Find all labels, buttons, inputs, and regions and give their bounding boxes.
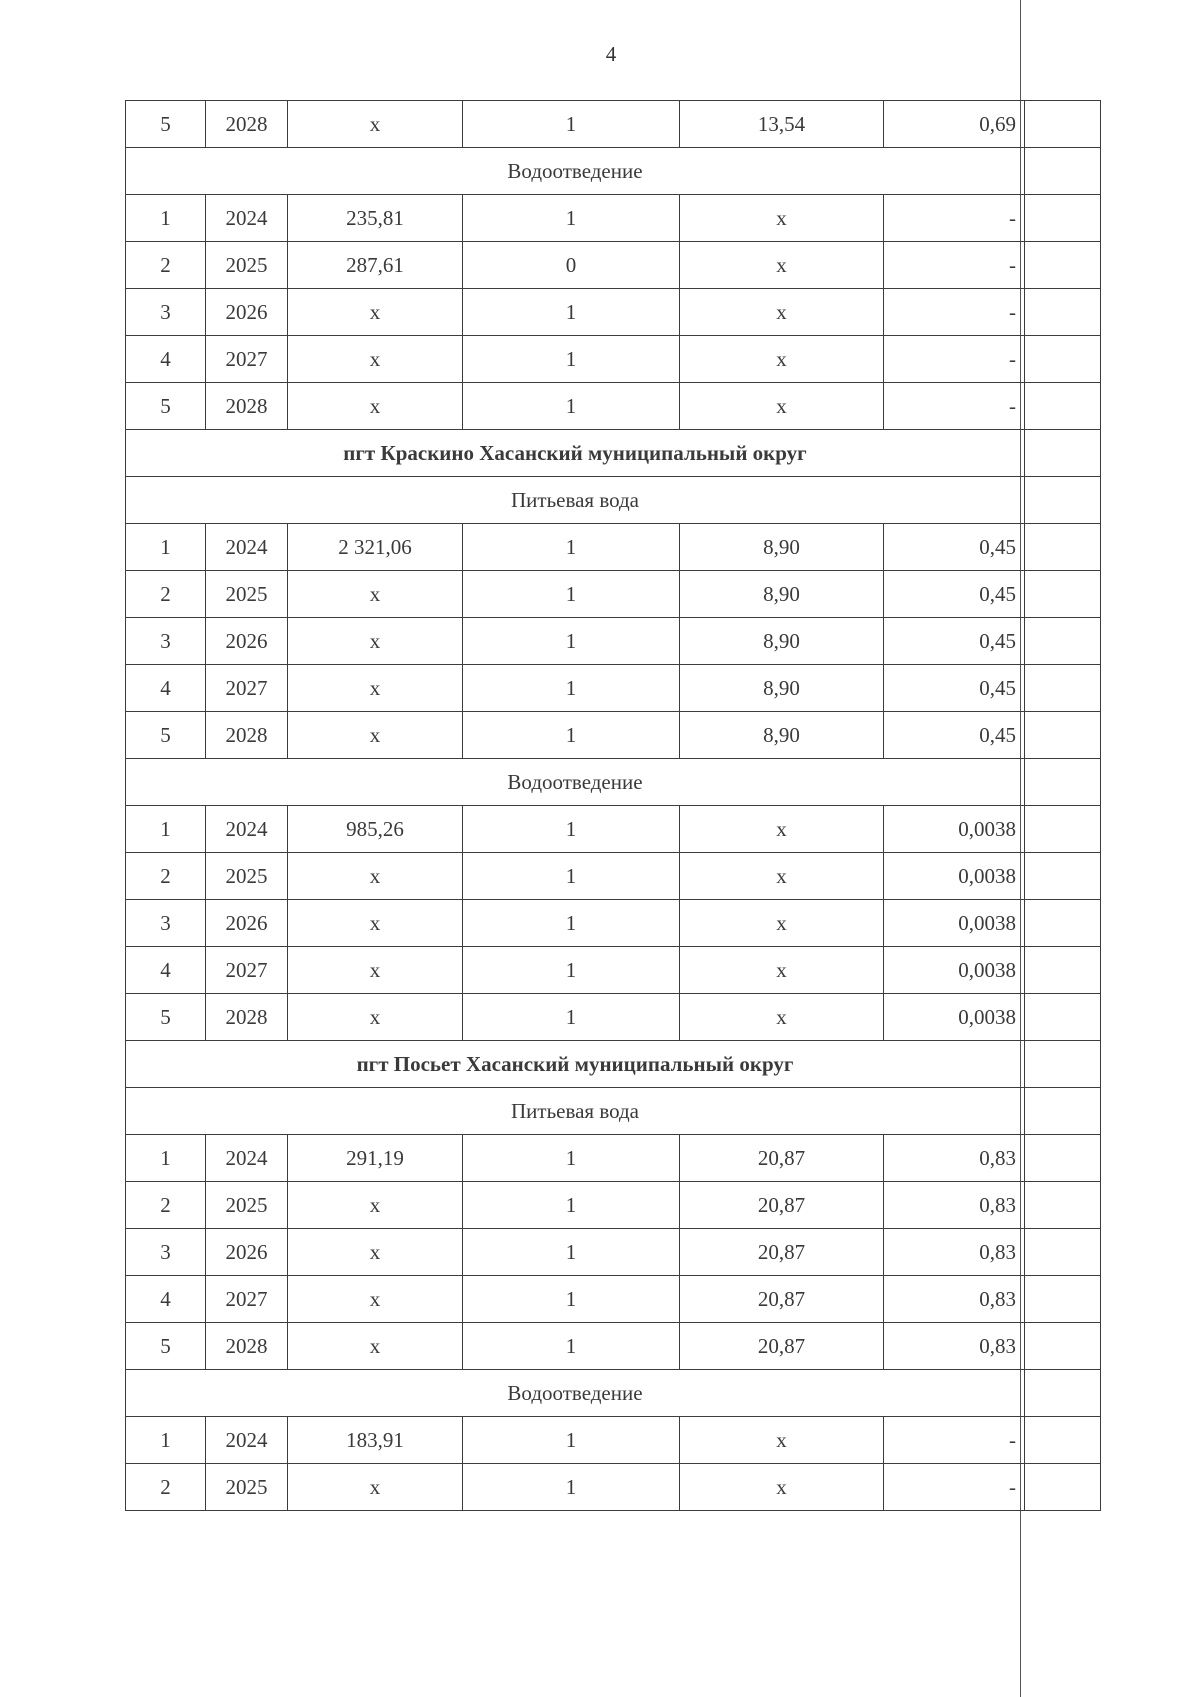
coefficient-cell: 0,0038 (884, 853, 1025, 900)
table-row (126, 618, 1101, 665)
value-cell: 235,81 (288, 195, 463, 242)
empty-cell (1025, 101, 1101, 148)
row-index-cell: 1 (126, 1417, 206, 1464)
coefficient-cell: 0,45 (884, 571, 1025, 618)
table-row (126, 1417, 1101, 1464)
flag-cell: 1 (463, 1135, 680, 1182)
coefficient-cell: - (884, 1417, 1025, 1464)
year-cell: 2028 (206, 101, 288, 148)
empty-cell (1025, 1417, 1101, 1464)
value-cell: 2 321,06 (288, 524, 463, 571)
flag-cell: 1 (463, 712, 680, 759)
rate-cell: 8,90 (680, 618, 884, 665)
value-cell: x (288, 712, 463, 759)
coefficient-cell: - (884, 242, 1025, 289)
location-header-row (126, 430, 1101, 477)
coefficient-cell: 0,0038 (884, 900, 1025, 947)
empty-cell (1025, 1276, 1101, 1323)
flag-cell: 1 (463, 1276, 680, 1323)
value-cell: 287,61 (288, 242, 463, 289)
table-row (126, 1276, 1101, 1323)
year-cell: 2025 (206, 1464, 288, 1511)
year-cell: 2028 (206, 383, 288, 430)
value-cell: x (288, 1229, 463, 1276)
flag-cell: 1 (463, 994, 680, 1041)
flag-cell: 1 (463, 101, 680, 148)
empty-cell (1025, 336, 1101, 383)
section-header-row (126, 1370, 1101, 1417)
flag-cell: 1 (463, 1182, 680, 1229)
year-cell: 2027 (206, 336, 288, 383)
value-cell: x (288, 994, 463, 1041)
row-index-cell: 4 (126, 665, 206, 712)
table-row (126, 383, 1101, 430)
table-row (126, 1464, 1101, 1511)
flag-cell: 1 (463, 1323, 680, 1370)
coefficient-cell: 0,83 (884, 1323, 1025, 1370)
empty-cell (1025, 1182, 1101, 1229)
rate-cell: 20,87 (680, 1276, 884, 1323)
rate-cell: x (680, 947, 884, 994)
row-index-cell: 1 (126, 1135, 206, 1182)
table-row (126, 712, 1101, 759)
empty-cell (1025, 1464, 1101, 1511)
year-cell: 2024 (206, 806, 288, 853)
section-header-row (126, 148, 1101, 195)
value-cell: x (288, 383, 463, 430)
flag-cell: 1 (463, 806, 680, 853)
empty-cell (1025, 477, 1101, 524)
table-row (126, 242, 1101, 289)
value-cell: 985,26 (288, 806, 463, 853)
row-index-cell: 4 (126, 1276, 206, 1323)
section-header: Водоотведение (126, 1370, 1025, 1417)
flag-cell: 1 (463, 383, 680, 430)
rate-cell: 20,87 (680, 1182, 884, 1229)
rate-cell: x (680, 195, 884, 242)
empty-cell (1025, 759, 1101, 806)
value-cell: x (288, 618, 463, 665)
empty-cell (1025, 947, 1101, 994)
table-row (126, 1323, 1101, 1370)
table-row (126, 1135, 1101, 1182)
value-cell: x (288, 1276, 463, 1323)
coefficient-cell: 0,83 (884, 1276, 1025, 1323)
rate-cell: 20,87 (680, 1323, 884, 1370)
coefficient-cell: - (884, 289, 1025, 336)
year-cell: 2024 (206, 1417, 288, 1464)
rate-cell: x (680, 383, 884, 430)
year-cell: 2024 (206, 195, 288, 242)
rate-cell: x (680, 994, 884, 1041)
coefficient-cell: 0,45 (884, 618, 1025, 665)
value-cell: x (288, 1323, 463, 1370)
table-row (126, 289, 1101, 336)
value-cell: x (288, 1182, 463, 1229)
table-row (126, 853, 1101, 900)
row-index-cell: 2 (126, 242, 206, 289)
empty-cell (1025, 1229, 1101, 1276)
flag-cell: 1 (463, 289, 680, 336)
rate-cell: x (680, 1417, 884, 1464)
table-row (126, 665, 1101, 712)
empty-cell (1025, 853, 1101, 900)
year-cell: 2028 (206, 1323, 288, 1370)
section-header: Водоотведение (126, 759, 1025, 806)
coefficient-cell: 0,45 (884, 524, 1025, 571)
year-cell: 2027 (206, 665, 288, 712)
flag-cell: 0 (463, 242, 680, 289)
rate-cell: 8,90 (680, 712, 884, 759)
empty-cell (1025, 806, 1101, 853)
flag-cell: 1 (463, 853, 680, 900)
rate-cell: x (680, 853, 884, 900)
table-row (126, 571, 1101, 618)
section-header: Питьевая вода (126, 1088, 1025, 1135)
value-cell: x (288, 336, 463, 383)
year-cell: 2026 (206, 618, 288, 665)
table-row (126, 806, 1101, 853)
page-number: 4 (605, 42, 617, 66)
table-row (126, 195, 1101, 242)
row-index-cell: 3 (126, 289, 206, 336)
rate-cell: x (680, 806, 884, 853)
year-cell: 2024 (206, 1135, 288, 1182)
rate-cell: x (680, 289, 884, 336)
flag-cell: 1 (463, 336, 680, 383)
row-index-cell: 5 (126, 383, 206, 430)
value-cell: x (288, 1464, 463, 1511)
coefficient-cell: 0,69 (884, 101, 1025, 148)
flag-cell: 1 (463, 665, 680, 712)
empty-cell (1025, 383, 1101, 430)
value-cell: x (288, 853, 463, 900)
value-cell: 291,19 (288, 1135, 463, 1182)
table-row (126, 994, 1101, 1041)
table-row (126, 524, 1101, 571)
empty-cell (1025, 1088, 1101, 1135)
empty-cell (1025, 1135, 1101, 1182)
year-cell: 2025 (206, 853, 288, 900)
value-cell: x (288, 101, 463, 148)
year-cell: 2026 (206, 900, 288, 947)
row-index-cell: 3 (126, 900, 206, 947)
coefficient-cell: - (884, 336, 1025, 383)
coefficient-cell: - (884, 1464, 1025, 1511)
location-header-row (126, 1041, 1101, 1088)
value-cell: x (288, 900, 463, 947)
row-index-cell: 2 (126, 1464, 206, 1511)
row-index-cell: 5 (126, 1323, 206, 1370)
coefficient-cell: 0,45 (884, 665, 1025, 712)
rate-cell: 8,90 (680, 524, 884, 571)
table-row (126, 947, 1101, 994)
year-cell: 2025 (206, 242, 288, 289)
rate-cell: 8,90 (680, 571, 884, 618)
section-header: Питьевая вода (126, 477, 1025, 524)
row-index-cell: 1 (126, 524, 206, 571)
flag-cell: 1 (463, 1417, 680, 1464)
coefficient-cell: 0,45 (884, 712, 1025, 759)
row-index-cell: 1 (126, 806, 206, 853)
year-cell: 2026 (206, 289, 288, 336)
value-cell: x (288, 665, 463, 712)
rate-cell: 13,54 (680, 101, 884, 148)
year-cell: 2026 (206, 1229, 288, 1276)
rate-cell: x (680, 336, 884, 383)
year-cell: 2027 (206, 1276, 288, 1323)
row-index-cell: 1 (126, 195, 206, 242)
coefficient-cell: 0,83 (884, 1182, 1025, 1229)
table-body (126, 101, 1101, 1511)
year-cell: 2024 (206, 524, 288, 571)
empty-cell (1025, 994, 1101, 1041)
empty-cell (1025, 195, 1101, 242)
empty-cell (1025, 430, 1101, 477)
coefficient-cell: 0,0038 (884, 947, 1025, 994)
empty-cell (1025, 289, 1101, 336)
empty-cell (1025, 1323, 1101, 1370)
year-cell: 2025 (206, 1182, 288, 1229)
flag-cell: 1 (463, 571, 680, 618)
empty-cell (1025, 712, 1101, 759)
location-header: пгт Краскино Хасанский муниципальный округ (126, 430, 1025, 477)
flag-cell: 1 (463, 947, 680, 994)
empty-cell (1025, 1041, 1101, 1088)
flag-cell: 1 (463, 618, 680, 665)
row-index-cell: 5 (126, 712, 206, 759)
empty-cell (1025, 571, 1101, 618)
section-header-row (126, 477, 1101, 524)
empty-cell (1025, 900, 1101, 947)
flag-cell: 1 (463, 524, 680, 571)
empty-cell (1025, 148, 1101, 195)
table-row (126, 900, 1101, 947)
value-cell: 183,91 (288, 1417, 463, 1464)
coefficient-cell: - (884, 383, 1025, 430)
row-index-cell: 4 (126, 336, 206, 383)
rate-cell: x (680, 900, 884, 947)
empty-cell (1025, 242, 1101, 289)
flag-cell: 1 (463, 1229, 680, 1276)
empty-cell (1025, 1370, 1101, 1417)
table-row (126, 1182, 1101, 1229)
empty-cell (1025, 524, 1101, 571)
coefficient-cell: - (884, 195, 1025, 242)
coefficient-cell: 0,83 (884, 1135, 1025, 1182)
year-cell: 2025 (206, 571, 288, 618)
value-cell: x (288, 571, 463, 618)
value-cell: x (288, 947, 463, 994)
tariff-table (125, 100, 1101, 1511)
empty-cell (1025, 665, 1101, 712)
flag-cell: 1 (463, 1464, 680, 1511)
row-index-cell: 2 (126, 853, 206, 900)
table-row (126, 1229, 1101, 1276)
rate-cell: 20,87 (680, 1135, 884, 1182)
flag-cell: 1 (463, 195, 680, 242)
rate-cell: x (680, 242, 884, 289)
section-header-row (126, 759, 1101, 806)
row-index-cell: 3 (126, 1229, 206, 1276)
value-cell: x (288, 289, 463, 336)
row-index-cell: 5 (126, 994, 206, 1041)
coefficient-cell: 0,0038 (884, 806, 1025, 853)
section-header: Водоотведение (126, 148, 1025, 195)
year-cell: 2028 (206, 712, 288, 759)
rate-cell: 20,87 (680, 1229, 884, 1276)
row-index-cell: 2 (126, 1182, 206, 1229)
row-index-cell: 4 (126, 947, 206, 994)
table-row (126, 101, 1101, 148)
row-index-cell: 3 (126, 618, 206, 665)
coefficient-cell: 0,83 (884, 1229, 1025, 1276)
year-cell: 2027 (206, 947, 288, 994)
table-row (126, 336, 1101, 383)
row-index-cell: 5 (126, 101, 206, 148)
section-header-row (126, 1088, 1101, 1135)
coefficient-cell: 0,0038 (884, 994, 1025, 1041)
row-index-cell: 2 (126, 571, 206, 618)
rate-cell: x (680, 1464, 884, 1511)
year-cell: 2028 (206, 994, 288, 1041)
location-header: пгт Посьет Хасанский муниципальный округ (126, 1041, 1025, 1088)
empty-cell (1025, 618, 1101, 665)
flag-cell: 1 (463, 900, 680, 947)
rate-cell: 8,90 (680, 665, 884, 712)
